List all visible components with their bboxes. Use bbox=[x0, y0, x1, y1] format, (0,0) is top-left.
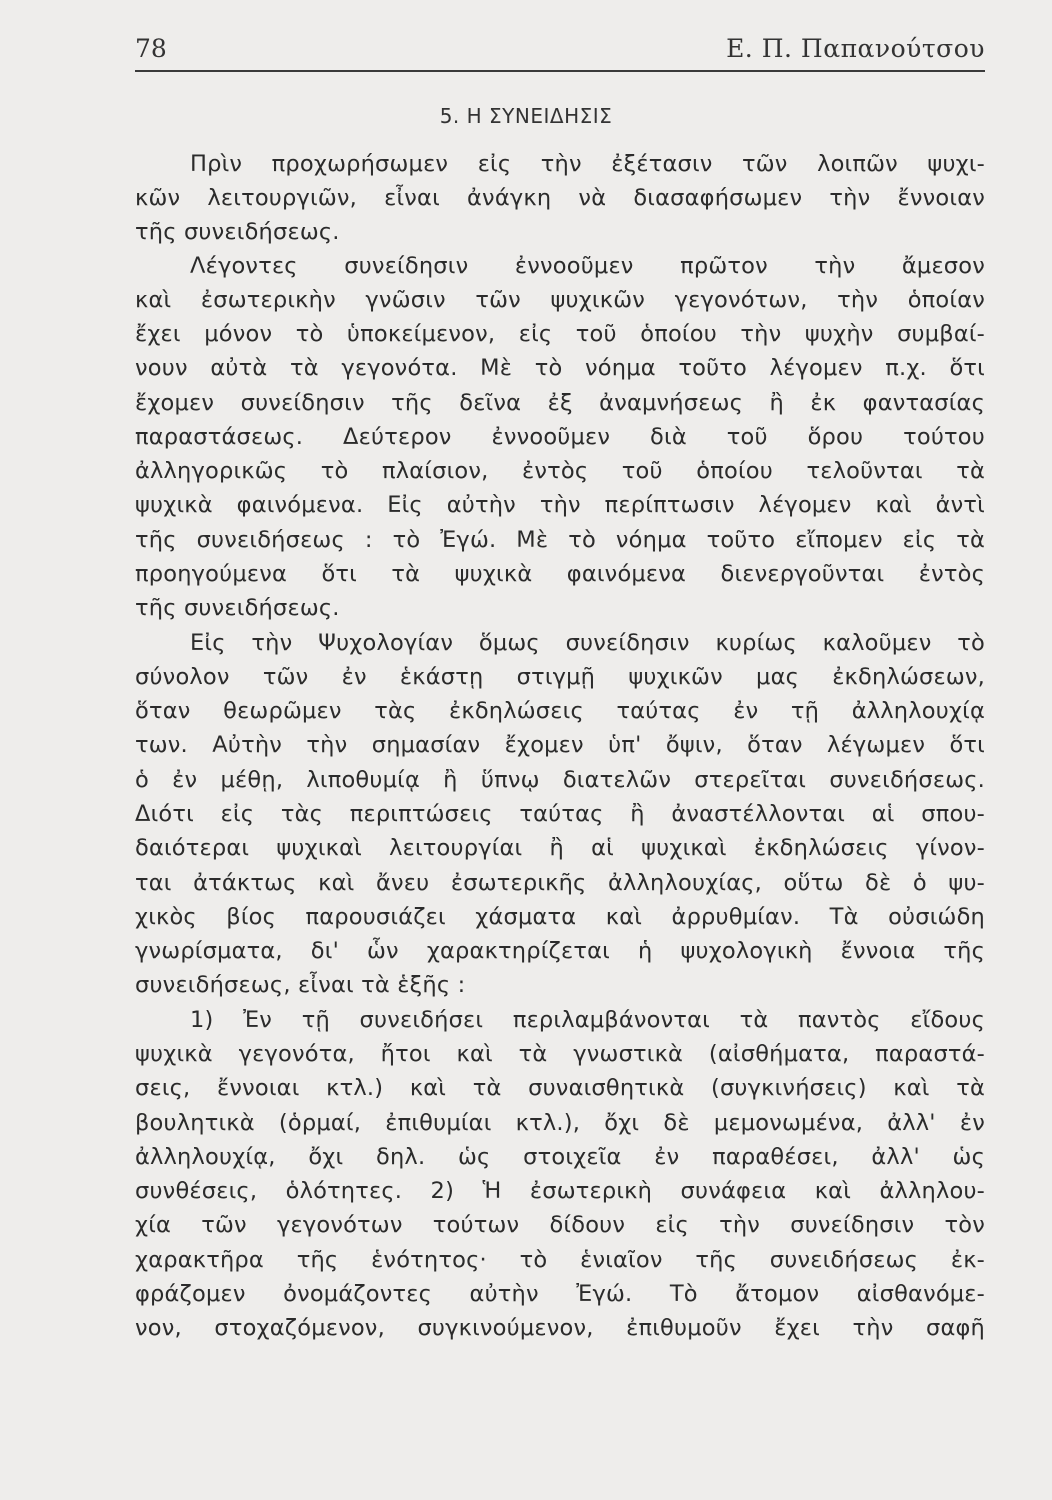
text-line: ψυχικὰ φαινόμενα. Εἰς αὐτὴν τὴν περίπτωσιν λέγομεν καὶ ἀντὶ bbox=[135, 492, 985, 518]
text-line: γνωρίσματα, δι' ὧν χαρακτηρίζεται ἡ ψυχολογικὴ ἔννοια τῆς bbox=[135, 938, 985, 964]
text-line: φράζομεν ὀνομάζοντες αὐτὴν Ἐγώ. Τὸ ἄτομον αἰσθανόμε- bbox=[135, 1281, 985, 1307]
text-line: Πρὶν προχωρήσωμεν εἰς τὴν ἐξέτασιν τῶν λοιπῶν ψυχι- bbox=[190, 151, 985, 177]
text-line: ἀλληλουχίᾳ, ὄχι δηλ. ὡς στοιχεῖα ἐν παραθέσει, ἀλλ' ὡς bbox=[135, 1144, 985, 1170]
text-line: σεις, ἔννοιαι κτλ.) καὶ τὰ συναισθητικὰ (συγκινήσεις) καὶ τὰ bbox=[135, 1075, 985, 1101]
text-line: 1) Ἐν τῇ συνειδήσει περιλαμβάνονται τὰ παντὸς εἴδους bbox=[190, 1007, 985, 1033]
text-line: Εἰς τὴν Ψυχολογίαν ὅμως συνείδησιν κυρίως καλοῦμεν τὸ bbox=[190, 630, 985, 656]
text-line: τῆς συνειδήσεως : τὸ Ἐγώ. Μὲ τὸ νόημα τοῦτο εἴπομεν εἰς τὰ bbox=[135, 527, 985, 553]
text-line: χικὸς βίος παρουσιάζει χάσματα καὶ ἀρρυθμίαν. Τὰ οὐσιώδη bbox=[135, 904, 985, 930]
text-line: ἔχομεν συνείδησιν τῆς δεῖνα ἐξ ἀναμνήσεως ἢ ἐκ φαντασίας bbox=[135, 390, 985, 416]
text-line: νουν αὐτὰ τὰ γεγονότα. Μὲ τὸ νόημα τοῦτο λέγομεν π.χ. ὅτι bbox=[135, 355, 985, 381]
text-line: ψυχικὰ γεγονότα, ἤτοι καὶ τὰ γνωστικὰ (αἰσθήματα, παραστά- bbox=[135, 1041, 985, 1067]
text-line: δαιότεραι ψυχικαὶ λειτουργίαι ἢ αἱ ψυχικαὶ ἐκδηλώσεις γίνον- bbox=[135, 835, 985, 861]
text-line: προηγούμενα ὅτι τὰ ψυχικὰ φαινόμενα διενεργοῦνται ἐντὸς bbox=[135, 561, 985, 587]
text-line: ται ἀτάκτως καὶ ἄνευ ἐσωτερικῆς ἀλληλουχίας, οὕτω δὲ ὁ ψυ- bbox=[135, 870, 985, 896]
text-line: τῆς συνειδήσεως. bbox=[135, 219, 340, 245]
text-line: συνειδήσεως, εἶναι τὰ ἑξῆς : bbox=[135, 972, 466, 998]
text-line: χία τῶν γεγονότων τούτων δίδουν εἰς τὴν συνείδησιν τὸν bbox=[135, 1212, 985, 1238]
text-line: σύνολον τῶν ἐν ἑκάστῃ στιγμῇ ψυχικῶν μας ἐκδηλώσεων, bbox=[135, 664, 985, 690]
text-line: βουλητικὰ (ὁρμαί, ἐπιθυμίαι κτλ.), ὄχι δὲ μεμονωμένα, ἀλλ' ἐν bbox=[135, 1110, 985, 1136]
text-line: ὁ ἐν μέθῃ, λιποθυμίᾳ ἢ ὕπνῳ διατελῶν στερεῖται συνειδήσεως. bbox=[135, 767, 985, 793]
text-line: χαρακτῆρα τῆς ἑνότητος· τὸ ἑνιαῖον τῆς συνειδήσεως ἐκ- bbox=[135, 1247, 985, 1273]
section-title: 5. Η ΣΥΝΕΙΔΗΣΙΣ bbox=[439, 104, 613, 128]
running-head bbox=[135, 30, 985, 72]
text-line: των. Αὐτὴν τὴν σημασίαν ἔχομεν ὑπ' ὄψιν, ὅταν λέγωμεν ὅτι bbox=[135, 732, 985, 758]
text-line: συνθέσεις, ὁλότητες. 2) Ἡ ἐσωτερικὴ συνάφεια καὶ ἀλληλου- bbox=[135, 1178, 985, 1204]
text-line: καὶ ἐσωτερικὴν γνῶσιν τῶν ψυχικῶν γεγονότων, τὴν ὁποίαν bbox=[135, 287, 985, 313]
text-line: νον, στοχαζόμενον, συγκινούμενον, ἐπιθυμοῦν ἔχει τὴν σαφῆ bbox=[135, 1315, 985, 1341]
text-line: ἔχει μόνον τὸ ὑποκείμενον, εἰς τοῦ ὁποίου τὴν ψυχὴν συμβαί- bbox=[135, 321, 985, 347]
text-line: Λέγοντες συνείδησιν ἐννοοῦμεν πρῶτον τὴν ἄμεσον bbox=[190, 253, 985, 279]
text-line: τῆς συνειδήσεως. bbox=[135, 595, 340, 621]
text-line: ἀλληγορικῶς τὸ πλαίσιον, ἐντὸς τοῦ ὁποίου τελοῦνται τὰ bbox=[135, 458, 985, 484]
text-line: Διότι εἰς τὰς περιπτώσεις ταύτας ἢ ἀναστέλλονται αἱ σπου- bbox=[135, 801, 985, 827]
text-line: παραστάσεως. Δεύτερον ἐννοοῦμεν διὰ τοῦ ὅρου τούτου bbox=[135, 424, 985, 450]
text-line: κῶν λειτουργιῶν, εἶναι ἀνάγκη νὰ διασαφήσωμεν τὴν ἔννοιαν bbox=[135, 185, 985, 211]
running-head-author: Ε. Π. Παπανούτσου bbox=[726, 34, 985, 63]
text-line: ὅταν θεωρῶμεν τὰς ἐκδηλώσεις ταύτας ἐν τῇ ἀλληλουχίᾳ bbox=[135, 698, 985, 724]
page-number: 78 bbox=[135, 34, 167, 63]
